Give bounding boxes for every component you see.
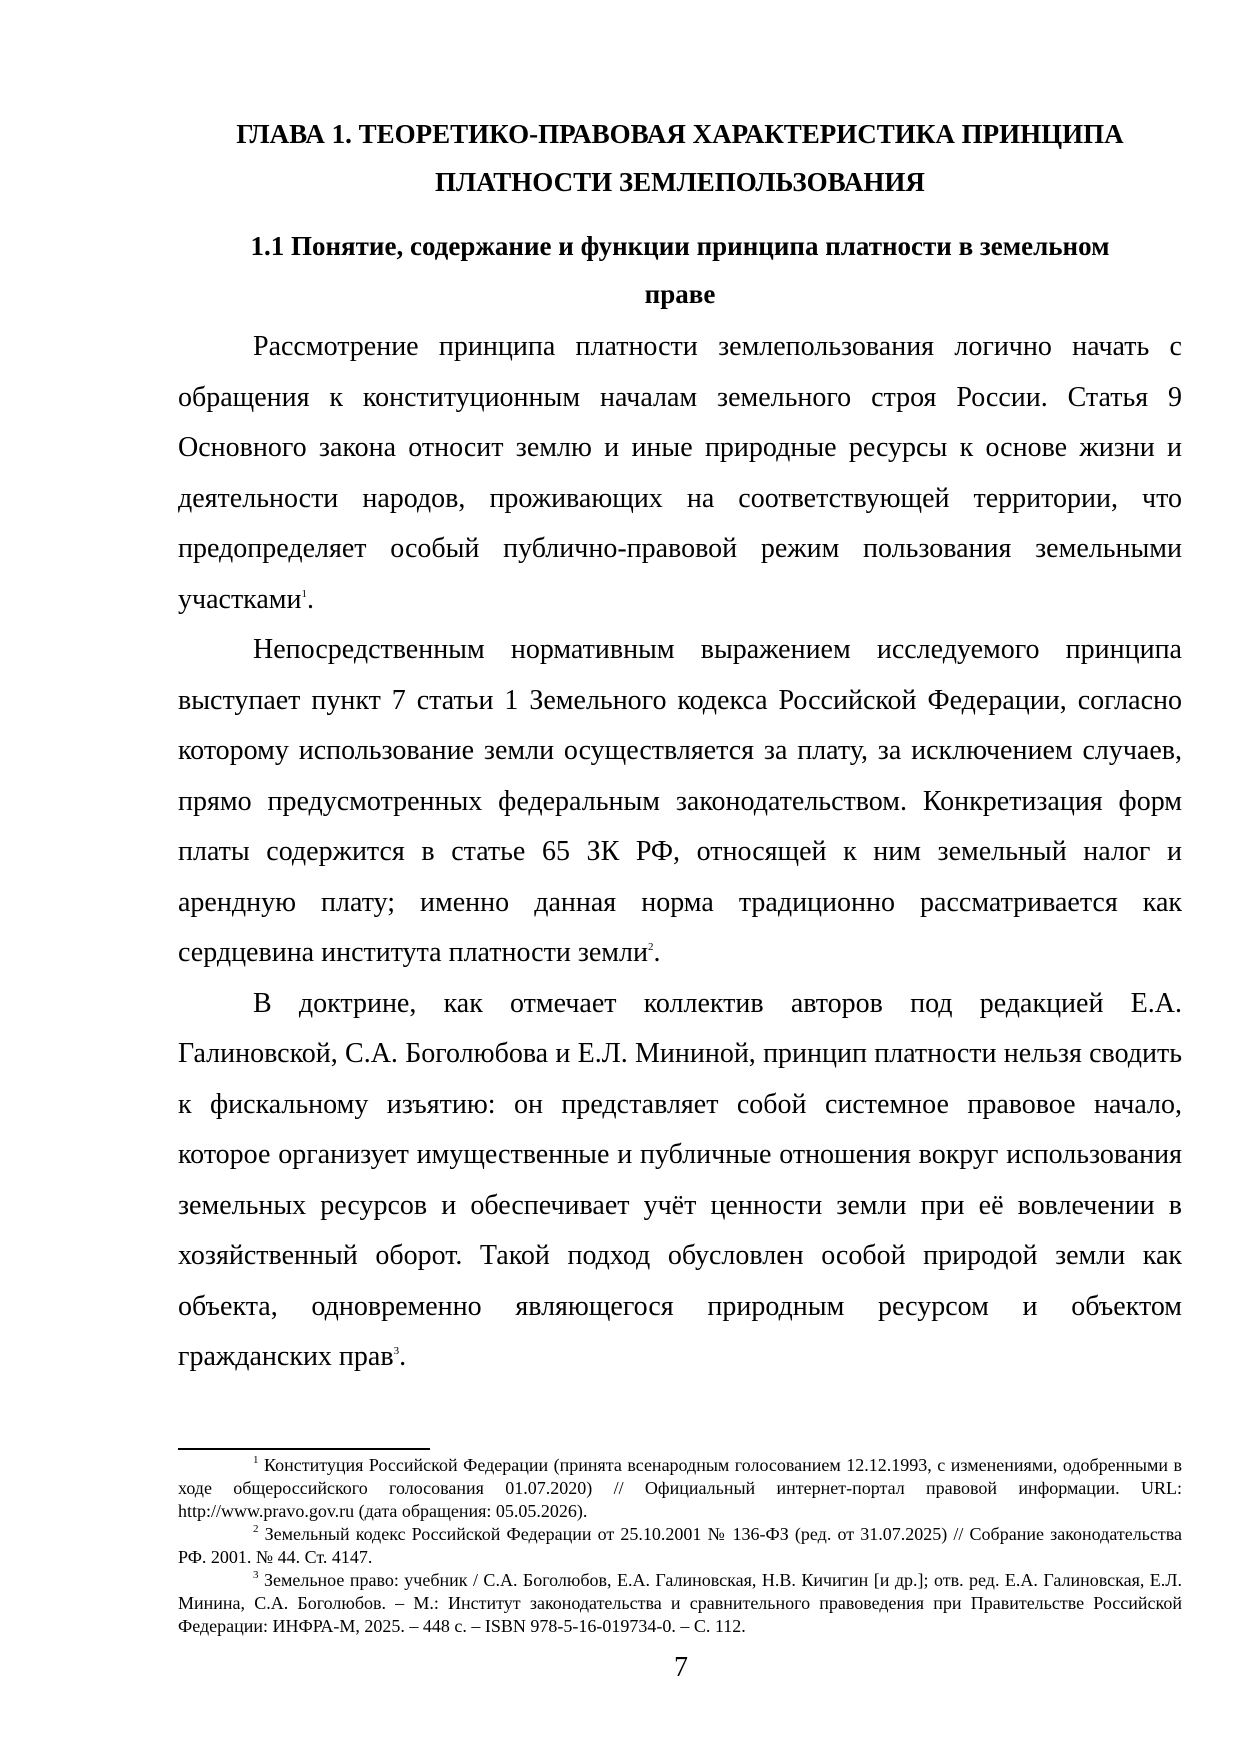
section-title	[178, 222, 1182, 318]
footnotes	[178, 1454, 1182, 1638]
paragraph-2	[178, 625, 1182, 979]
paragraph-tail: .	[653, 937, 661, 968]
paragraph-tail: .	[306, 583, 314, 615]
paragraph-tail: .	[399, 1341, 407, 1372]
paragraph-text: В доктрине, как отмечает коллектив авторов под редакцией Е.А. Галиновской, С.А. Боголюбова и Е.Л. Мининой, принцип платности нельзя сводить к фискальному изъятию: он представляет собой системное правовое начало, которое организует имущественные и публичные отношения вокруг использования земельных ресурсов и обеспечивает учёт ценности земли при её вовлечении в хозяйственный оборот. Такой подход обусловлен особой природой земли как объекта, одновременно являющегося природным ресурсом и объектом гражданских прав	[178, 987, 1182, 1372]
chapter-title-line-2: ПЛАТНОСТИ ЗЕМЛЕПОЛЬЗОВАНИЯ	[435, 167, 925, 197]
chapter-title-line-1: ГЛАВА 1. ТЕОРЕТИКО-ПРАВОВАЯ ХАРАКТЕРИСТИКА ПРИНЦИПА	[236, 119, 1124, 149]
page-body	[178, 110, 1182, 1383]
chapter-title	[178, 110, 1182, 206]
footnote-separator	[178, 1448, 430, 1450]
footnote-2	[178, 1523, 1182, 1569]
footnote-reference[interactable]: 2	[647, 941, 654, 953]
footnote-3	[178, 1569, 1182, 1638]
section-title-line-1: 1.1 Понятие, содержание и функции принципа платности в земельном	[250, 231, 1110, 261]
footnote-number: 3	[253, 1569, 259, 1581]
footnote-text: Земельный кодекс Российской Федерации от 25.10.2001 № 136-ФЗ (ред. от 31.07.2025) // Собрание законодательства РФ. 2001. № 44. Ст. 4147.	[178, 1524, 1182, 1567]
paragraph-3	[178, 979, 1182, 1383]
section-title-line-2: праве	[644, 279, 716, 309]
paragraph-text: Рассмотрение принципа платности землепользования логично начать с обращения к конституционным началам земельного строя России. Статья 9 Основного закона относит землю и иные природные ресурсы к основе жизни и деятельности народов, проживающих на соответствующей территории, что предопределяет особый публично-правовой режим пользования земельными участками	[178, 331, 1182, 615]
footnote-reference[interactable]: 1	[301, 587, 307, 600]
footnote-text: Земельное право: учебник / С.А. Боголюбов, Е.А. Галиновская, Н.В. Кичигин [и др.]; отв. ред. Е.А. Галиновская, Е.Л. Минина, С.А. Боголюбов. – М.: Институт законодательства и сравнительного правоведения при Правительстве Российской Федерации: ИНФРА-М, 2025. – 448 с. – ISBN 978-5-16-019734-0. – С. 112.	[178, 1570, 1183, 1636]
paragraph-text: Непосредственным нормативным выражением исследуемого принципа выступает пункт 7 статьи 1 Земельного кодекса Российской Федерации, согласно которому использование земли осуществляется за плату, за исключением случаев, прямо предусмотренных федеральным законодательством. Конкретизация форм платы содержится в статье 65 ЗК РФ, относящей к ним земельный налог и арендную плату; именно данная норма традиционно рассматривается как сердцевина института платности земли	[178, 634, 1182, 968]
footnote-number: 1	[253, 1454, 259, 1466]
page-number: 7	[674, 1652, 688, 1683]
footnote-text: Конституция Российской Федерации (принята всенародным голосованием 12.12.1993, с изменениями, одобренными в ходе общероссийского голосования 01.07.2020) // Официальный интернет-портал правовой информации. URL: http://www.pravo.gov.ru (дата обращения: 05.05.2026).	[178, 1455, 1182, 1521]
paragraph-1	[178, 322, 1182, 625]
footnote-1	[178, 1454, 1182, 1523]
footnote-reference[interactable]: 3	[393, 1345, 400, 1357]
footnote-number: 2	[253, 1523, 259, 1535]
